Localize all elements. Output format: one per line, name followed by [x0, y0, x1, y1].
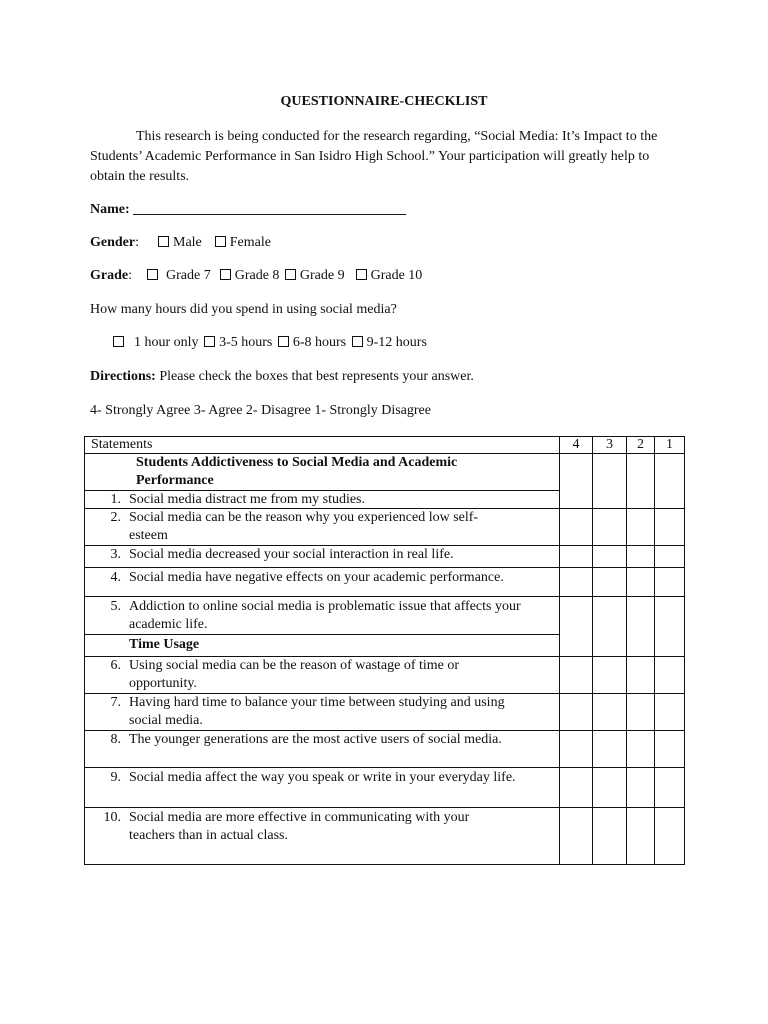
item-number: 4.	[110, 570, 121, 585]
score-cell[interactable]	[627, 694, 655, 731]
section-title-time-usage: Time Usage	[129, 637, 200, 652]
statement-text: Social media decreased your social interaction in real life.	[129, 547, 454, 562]
name-field[interactable]: _______________________________________	[133, 202, 407, 217]
table-row	[85, 597, 685, 635]
statement-text: Having hard time to balance your time between studying and using social media.	[129, 695, 505, 728]
name-row	[90, 202, 406, 218]
statement-text: Social media have negative effects on your academic performance.	[129, 570, 504, 585]
score-cell[interactable]	[593, 694, 627, 731]
hours-1-label: 1 hour only	[134, 335, 199, 350]
score-cell[interactable]	[627, 731, 655, 768]
score-cell[interactable]	[560, 694, 593, 731]
gender-row	[90, 235, 271, 251]
item-number: 7.	[110, 695, 121, 710]
hours-9-12-checkbox[interactable]	[352, 336, 363, 347]
score-cell[interactable]	[593, 768, 627, 808]
score-cell[interactable]	[627, 657, 655, 694]
score-cell[interactable]	[593, 454, 627, 509]
hours-options-row	[113, 335, 427, 351]
name-label: Name:	[90, 202, 130, 217]
grade-8-label: Grade 8	[234, 268, 280, 283]
table-row	[85, 568, 685, 597]
score-cell[interactable]	[655, 657, 685, 694]
score-cell[interactable]	[627, 768, 655, 808]
score-cell[interactable]	[593, 657, 627, 694]
gender-male-label: Male	[173, 235, 202, 250]
score-cell[interactable]	[560, 808, 593, 865]
table-row	[85, 546, 685, 568]
score-cell[interactable]	[560, 454, 593, 509]
gender-female-checkbox[interactable]	[215, 236, 226, 247]
item-number: 2.	[110, 510, 121, 525]
score-cell[interactable]	[593, 568, 627, 597]
score-cell[interactable]	[560, 768, 593, 808]
hours-3-5-label: 3-5 hours	[219, 335, 273, 350]
score-cell[interactable]	[655, 768, 685, 808]
hours-1-checkbox[interactable]	[113, 336, 124, 347]
item-number: 5.	[110, 599, 121, 614]
grade-colon: :	[128, 268, 132, 283]
checklist-table	[84, 436, 685, 865]
table-row	[85, 768, 685, 808]
hours-6-8-label: 6-8 hours	[292, 335, 347, 350]
score-cell[interactable]	[627, 454, 655, 509]
item-number: 3.	[110, 547, 121, 562]
gender-male-checkbox[interactable]	[158, 236, 169, 247]
gender-female-label: Female	[229, 235, 271, 250]
score-cell[interactable]	[655, 568, 685, 597]
directions-text: Please check the boxes that best represents your answer.	[159, 369, 474, 384]
table-row	[85, 509, 685, 546]
directions-row	[90, 369, 474, 385]
grade-9-label: Grade 9	[299, 268, 345, 283]
score-cell[interactable]	[560, 597, 593, 657]
score-header-1: 1	[655, 437, 685, 454]
item-number: 1.	[110, 492, 121, 507]
grade-7-checkbox[interactable]	[147, 269, 158, 280]
score-cell[interactable]	[560, 731, 593, 768]
grade-row	[90, 268, 422, 284]
directions-label: Directions:	[90, 369, 156, 384]
item-number: 8.	[110, 732, 121, 747]
grade-8-checkbox[interactable]	[220, 269, 231, 280]
item-number: 9.	[110, 770, 121, 785]
score-cell[interactable]	[593, 808, 627, 865]
score-cell[interactable]	[627, 568, 655, 597]
page-title: QUESTIONNAIRE-CHECKLIST	[280, 94, 488, 109]
score-header-3: 3	[593, 437, 627, 454]
statement-text: Social media are more effective in communicating with your teachers than in actual class.	[129, 810, 470, 843]
score-header-2: 2	[627, 437, 655, 454]
table-header-row	[85, 437, 685, 454]
score-cell[interactable]	[560, 568, 593, 597]
score-cell[interactable]	[627, 546, 655, 568]
statement-text: The younger generations are the most active users of social media.	[129, 732, 502, 747]
score-cell[interactable]	[593, 546, 627, 568]
grade-9-checkbox[interactable]	[285, 269, 296, 280]
score-cell[interactable]	[655, 509, 685, 546]
score-cell[interactable]	[593, 509, 627, 546]
hours-6-8-checkbox[interactable]	[278, 336, 289, 347]
score-cell[interactable]	[593, 731, 627, 768]
rating-scale-legend: 4- Strongly Agree 3- Agree 2- Disagree 1- Strongly Disagree	[90, 403, 431, 418]
score-cell[interactable]	[627, 597, 655, 657]
statement-text: Addiction to online social media is problematic issue that affects your academic life.	[129, 599, 521, 632]
score-cell[interactable]	[655, 694, 685, 731]
score-cell[interactable]	[655, 546, 685, 568]
hours-3-5-checkbox[interactable]	[204, 336, 215, 347]
hours-question: How many hours did you spend in using social media?	[90, 302, 397, 317]
score-cell[interactable]	[655, 808, 685, 865]
intro-paragraph: This research is being conducted for the research regarding, “Social Media: It’s Impact to the Students’ Academic Performance in San Isidro High School.” Your participation will greatly help to obtain the results.	[90, 129, 658, 184]
score-cell[interactable]	[627, 509, 655, 546]
score-cell[interactable]	[560, 657, 593, 694]
score-cell[interactable]	[627, 808, 655, 865]
score-header-4: 4	[560, 437, 593, 454]
statement-text: Social media affect the way you speak or write in your everyday life.	[129, 770, 516, 785]
grade-10-label: Grade 10	[370, 268, 423, 283]
gender-label: Gender	[90, 235, 136, 250]
table-row	[85, 694, 685, 731]
statements-header: Statements	[85, 437, 560, 454]
item-number: 10.	[103, 810, 121, 825]
hours-9-12-label: 9-12 hours	[366, 335, 427, 350]
grade-label: Grade	[90, 268, 129, 283]
table-row	[85, 731, 685, 768]
grade-7-label: Grade 7	[166, 268, 211, 283]
score-cell[interactable]	[593, 597, 627, 657]
score-cell[interactable]	[655, 731, 685, 768]
statement-text: Social media distract me from my studies.	[129, 492, 366, 507]
section-title-addictiveness: Students Addictiveness to Social Media and Academic Performance	[136, 455, 458, 488]
score-cell[interactable]	[560, 509, 593, 546]
table-row	[85, 657, 685, 694]
statement-text: Social media can be the reason why you experienced low self-esteem	[129, 510, 479, 543]
table-row	[85, 808, 685, 865]
statement-text: Using social media can be the reason of wastage of time or opportunity.	[129, 658, 460, 691]
item-number: 6.	[110, 658, 121, 673]
section-header-row	[85, 454, 685, 491]
score-cell[interactable]	[560, 546, 593, 568]
gender-colon: :	[135, 235, 139, 250]
score-cell[interactable]	[655, 454, 685, 509]
grade-10-checkbox[interactable]	[356, 269, 367, 280]
score-cell[interactable]	[655, 597, 685, 657]
